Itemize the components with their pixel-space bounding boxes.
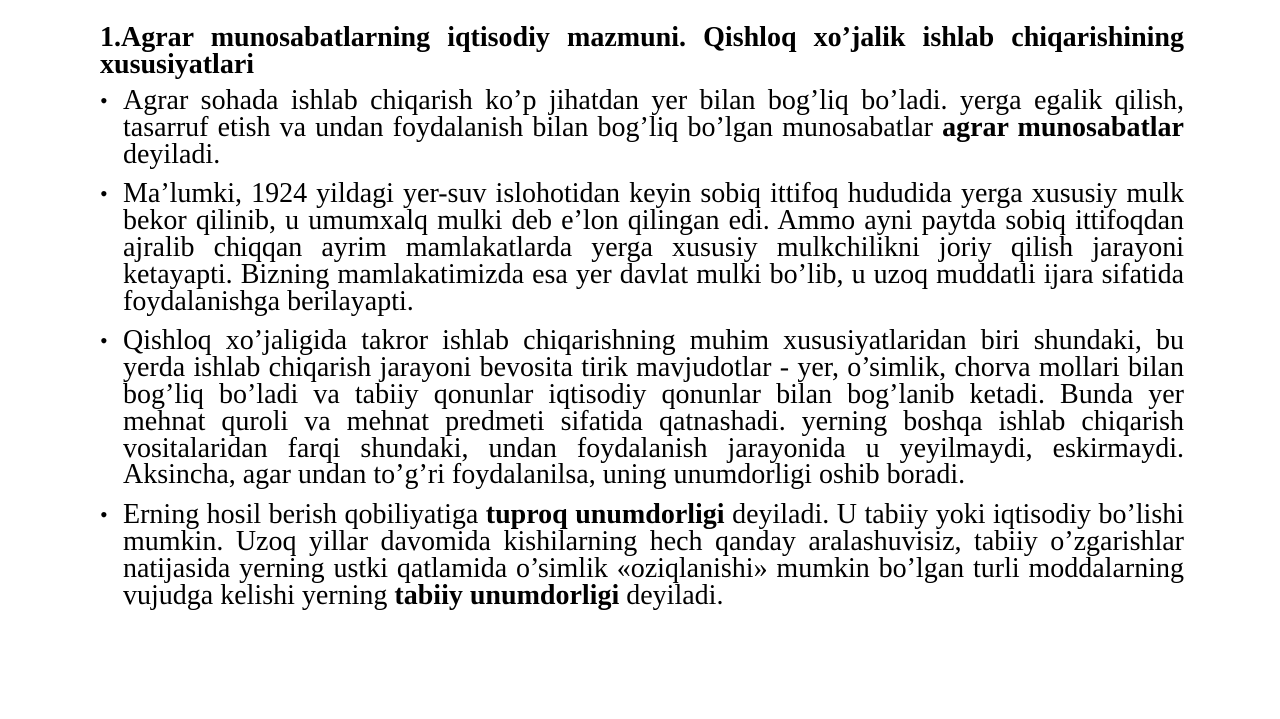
bullet-dot: • [100,502,108,528]
bullet-text: Erning hosil berish qobiliyatiga [123,499,486,531]
bullet-item-4 [100,499,1185,611]
bullet-list [100,85,1185,611]
bullet-text: Ma’lumki, 1924 yildagi yer-suv islohotidan keyin sobiq ittifoq hududida yerga xususiy mulk bekor qilinib, u umumxalq mulki deb e’lon qilingan edi. Ammo ayni paytda sobiq ittifoqdan ajralib chiqqan ayrim mamlakatlarda yerga xususiy mulkchilikni joriy qilish jarayoni ketayapti. Bizning mamlakatimizda esa yer davlat mulki bo’lib, u uzoq muddatli ijara sifatida foydalanishga berilayapti. [123,178,1184,317]
bullet-dot: • [100,328,108,354]
bullet-text: Qishloq xo’jaligida takror ishlab chiqarishning muhim xususiyatlaridan biri shundaki, bu yerda ishlab chiqarish jarayoni bevosita tirik mavjudotlar - yer, o’simlik, chorva mollari bilan bog’liq bo’ladi va tabiiy qonunlar iqtisodiy qonunlar bilan bog’lanib ketadi. Bunda yer mehnat quroli va mehnat predmeti sifatida qatnashadi. yerning boshqa ishlab chiqarish vositalaridan farqi shundaki, undan foydalanish jarayonida u yeyilmaydi, eskirmaydi. Aksincha, agar undan to’g’ri foydalanilsa, uning unumdorligi oshib boradi. [123,325,1184,491]
slide-content [100,24,1184,622]
bullet-item-1 [100,85,1184,170]
bullet-item-2 [100,178,1184,317]
bullet-dot: • [100,88,108,113]
bullet-text: deyiladi. [619,579,724,611]
bullet-dot: • [100,181,108,207]
slide-title: 1.Agrar munosabatlarning iqtisodiy mazmuni. Qishloq xo’jalik ishlab chiqarishining xususiyatlari [100,22,1184,80]
bold-term: tabiiy unumdorligi [394,579,620,611]
bullet-text: deyiladi. [123,138,221,170]
bold-term: agrar munosabatlar [942,111,1184,143]
bullet-text: Agrar sohada ishlab chiqarish ko’p jihatdan yer bilan bog’liq bo’ladi. yerga egalik qilish, tasarruf etish va undan foydalanish bilan bog’liq bo’lgan munosabatlar [123,85,1184,143]
bold-term: tuproq unumdorligi [485,499,725,531]
bullet-text: deyiladi. U tabiiy yoki iqtisodiy bo’lishi mumkin. Uzoq yillar davomida kishilarning hech qanday aralashuvisiz, tabiiy o’zgarishlar natijasida yerning ustki qatlamida o’simlik «oziqlanishi» mumkin bo’lgan turli moddalarning vujudga kelishi yerning [123,499,1185,611]
bullet-item-3 [100,325,1184,491]
